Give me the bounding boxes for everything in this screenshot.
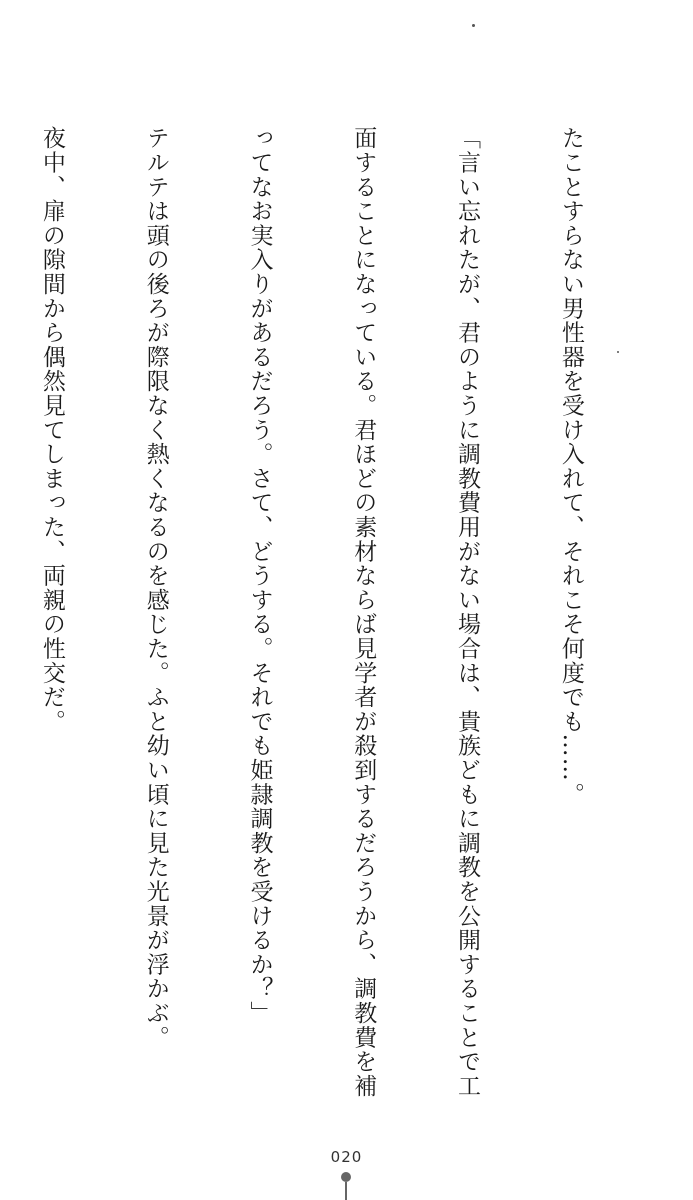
text-line: ってなお実入りがあるだろう。さて、どうする。それでも姫隷調教を受けるか？」 bbox=[246, 126, 273, 1026]
ornament-stem bbox=[345, 1182, 347, 1200]
page-number: 020 bbox=[330, 1148, 363, 1166]
ornament-dot bbox=[341, 1172, 351, 1182]
text-line: 夜中、扉の隙間から偶然見てしまった、両親の性交だ。 bbox=[38, 126, 65, 734]
text-line: たことすらない男性器を受け入れて、それこそ何度でも……。 bbox=[557, 126, 584, 807]
text-line: 「言い忘れたが、君のように調教費用がない場合は、貴族どもに調教を公開することで工 bbox=[454, 126, 481, 1098]
text-line: 面することになっている。君ほどの素材ならば見学者が殺到するだろうから、調教費を補 bbox=[350, 126, 377, 1098]
vertical-text-body bbox=[0, 126, 657, 1098]
folio-ornament bbox=[340, 1172, 352, 1200]
print-speck bbox=[472, 24, 475, 27]
text-line: テルテは頭の後ろが際限なく熱くなるのを感じた。ふと幼い頃に見た光景が浮かぶ。 bbox=[142, 126, 169, 1050]
